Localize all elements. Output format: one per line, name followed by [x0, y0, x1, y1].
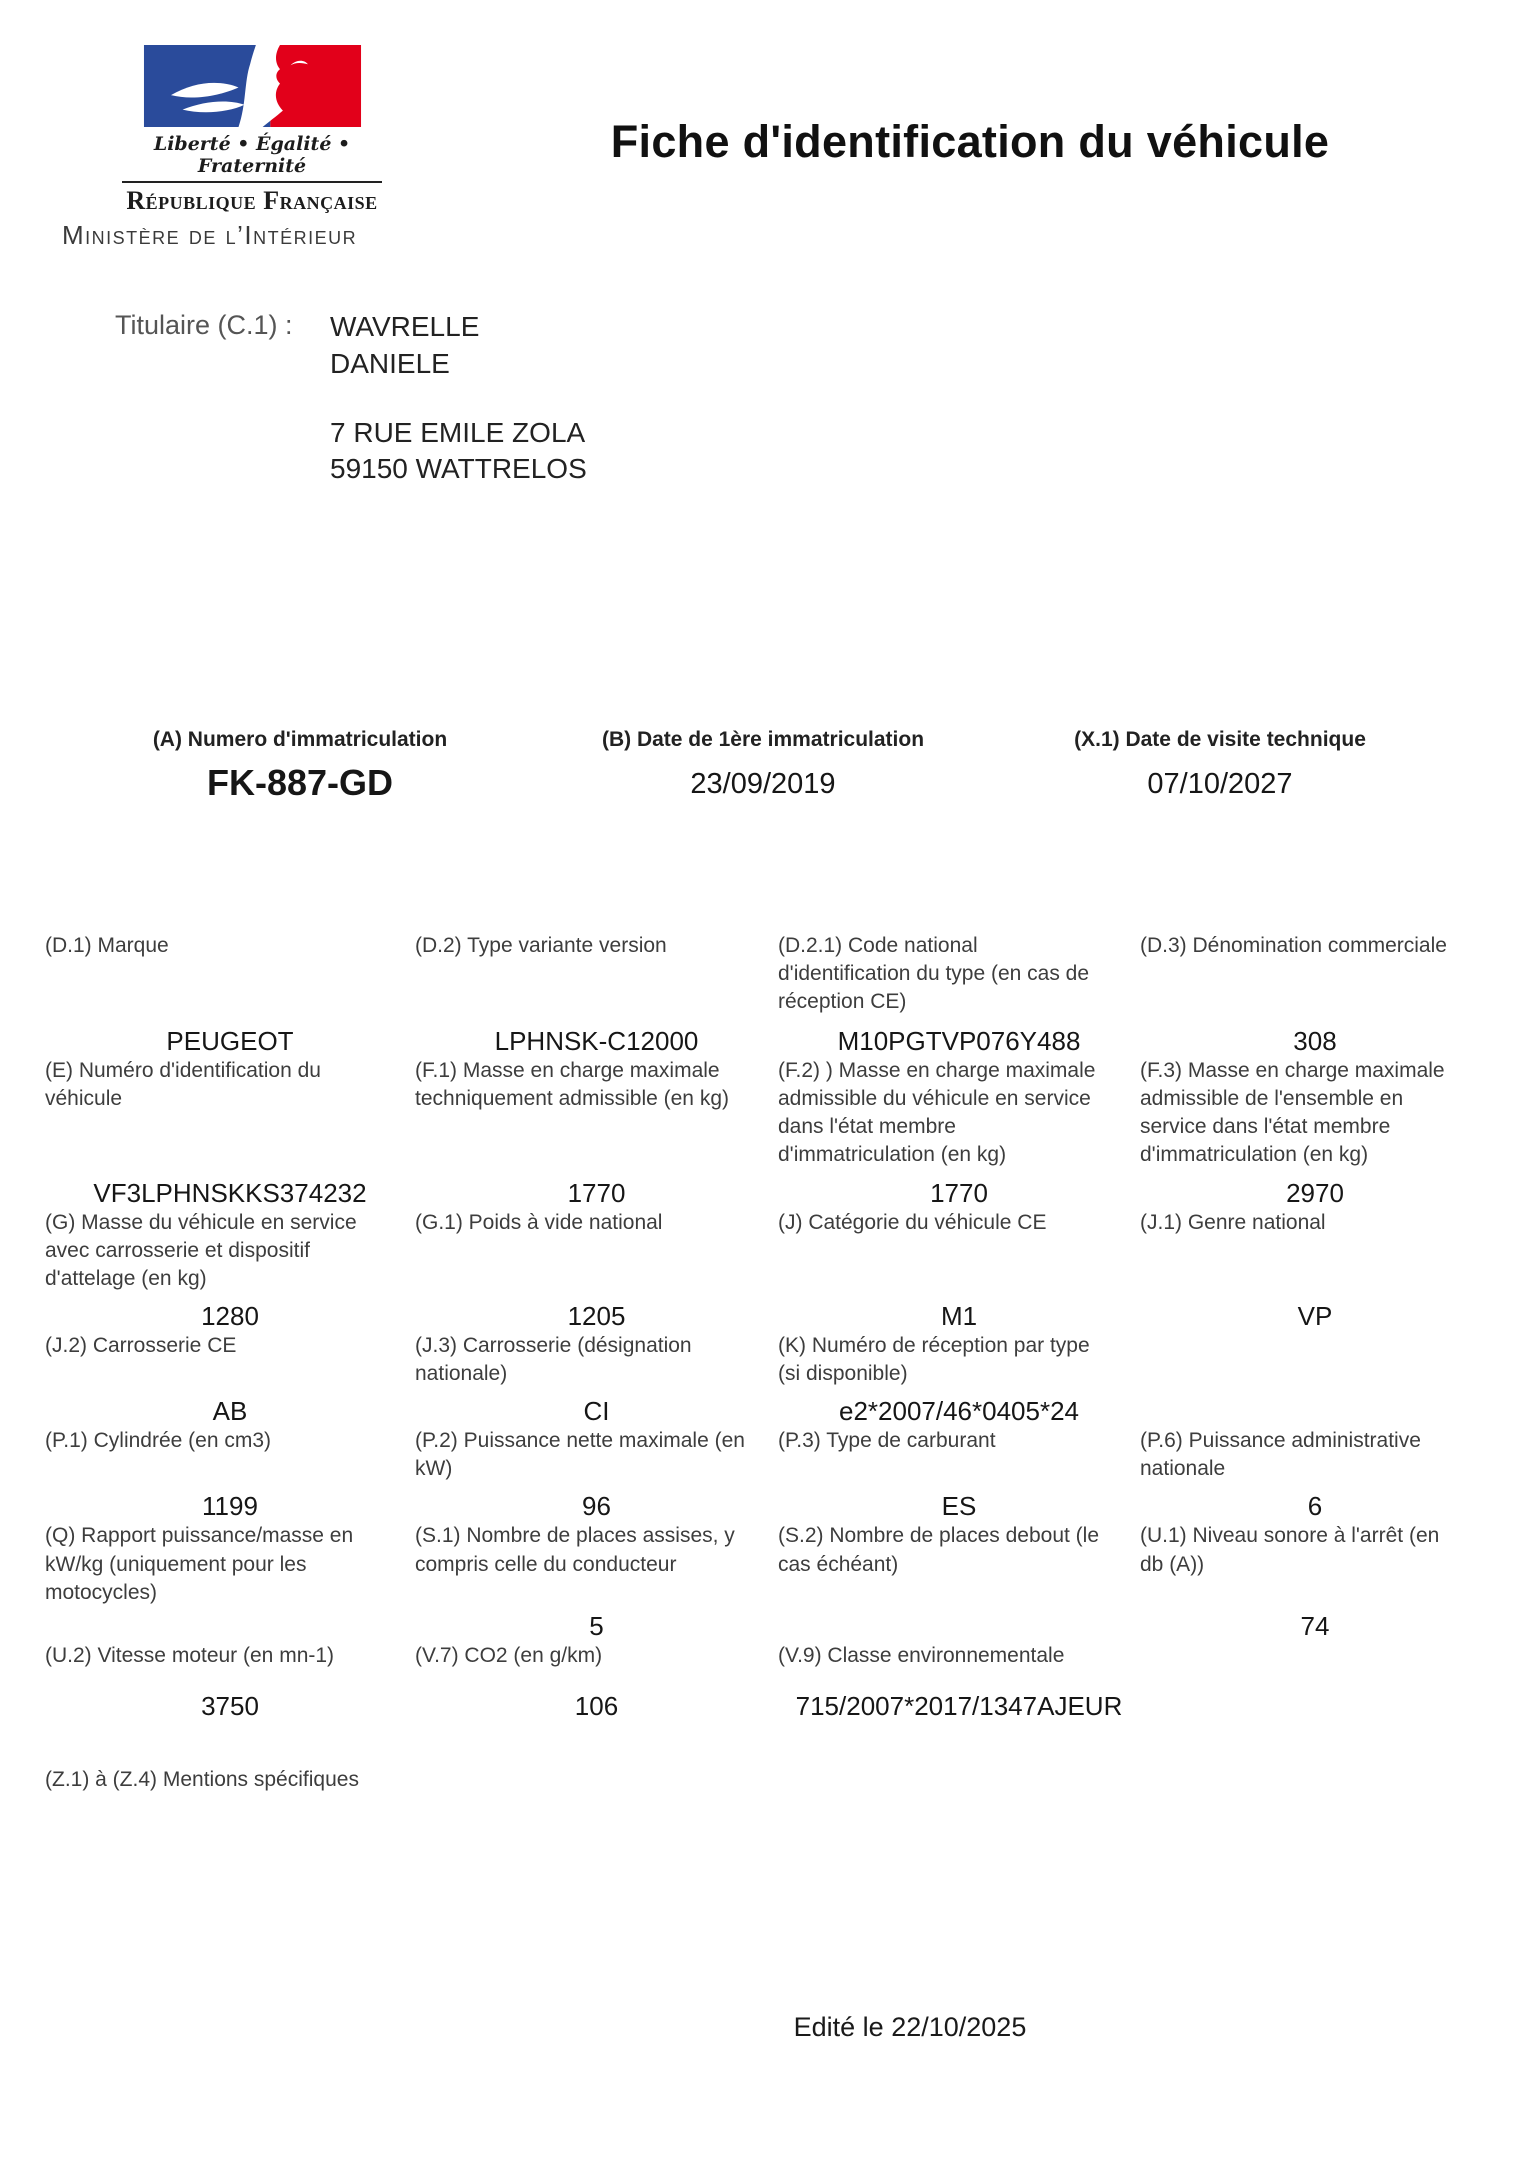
field-label: (P.3) Type de carburant [778, 1429, 996, 1453]
field-q [45, 1522, 415, 1642]
field-label: (G.1) Poids à vide national [415, 1210, 663, 1234]
field-v7 [415, 1642, 778, 1722]
field-f1 [415, 1057, 778, 1209]
field-label: (G) Masse du véhicule en service avec carrosserie et dispositif d'attelage (en kg) [45, 1210, 357, 1290]
technical-inspection-date-label: (X.1) Date de visite technique [1074, 728, 1366, 751]
field-label: (U.2) Vitesse moteur (en mn-1) [45, 1644, 335, 1668]
field-value: 1770 [930, 1177, 988, 1208]
field-label: (S.2) Nombre de places debout (le cas échéant) [778, 1524, 1099, 1576]
holder-address-line2: 59150 WATTRELOS [330, 453, 587, 484]
field-label: (P.2) Puissance nette maximale (en kW) [415, 1429, 745, 1481]
field-label: (F.2) ) Masse en charge maximale admissible du véhicule en service dans l'état membre d'immatriculation (en kg) [778, 1059, 1096, 1167]
logo-republic-text: République Française [126, 186, 378, 215]
registration-number-block [100, 728, 500, 804]
field-value: 96 [582, 1491, 611, 1522]
field-p6 [1140, 1427, 1490, 1522]
field-value: e2*2007/46*0405*24 [838, 1396, 1080, 1427]
field-label: (Q) Rapport puissance/masse en kW/kg (uniquement pour les motocycles) [45, 1524, 354, 1604]
field-label: (D.2) Type variante version [415, 934, 667, 957]
field-p1 [45, 1427, 415, 1522]
field-u2 [45, 1642, 415, 1722]
field-value [778, 1634, 1140, 1642]
field-g [45, 1209, 415, 1332]
field-label: (V.9) Classe environnementale [778, 1644, 1065, 1668]
holder-label: Titulaire (C.1) : [115, 310, 293, 340]
field-value: CI [583, 1396, 610, 1427]
field-label: (D.2.1) Code national d'identification du type (en cas de réception CE) [778, 934, 1090, 1014]
republique-francaise-logo [122, 45, 382, 216]
field-value: 2970 [1286, 1177, 1344, 1208]
field-label: (E) Numéro d'identification du véhicule [45, 1059, 321, 1111]
holder-name-line2: DANIELE [330, 348, 450, 379]
field-label: (J.2) Carrosserie CE [45, 1333, 237, 1357]
field-value: 1199 [202, 1491, 258, 1522]
field-value: 1770 [567, 1177, 626, 1208]
field-value: 308 [1293, 1026, 1337, 1056]
field-label: (V.7) CO2 (en g/km) [415, 1644, 603, 1668]
field-j3 [415, 1332, 778, 1427]
field-label: (J) Catégorie du véhicule CE [778, 1210, 1047, 1234]
field-value: 3750 [201, 1691, 259, 1722]
field-value: 1280 [201, 1300, 259, 1331]
field-f3 [1140, 1057, 1490, 1209]
field-j1 [1140, 1209, 1490, 1332]
technical-inspection-date-block [1020, 728, 1420, 801]
field-row [45, 1427, 1505, 1522]
field-row [45, 1642, 1505, 1722]
field-value [1140, 1419, 1490, 1427]
field-value [45, 1634, 415, 1642]
field-f2 [778, 1057, 1140, 1209]
field-value [1140, 1714, 1490, 1722]
vehicle-fields-grid [45, 932, 1505, 1722]
field-p2 [415, 1427, 778, 1522]
field-d21 [778, 932, 1140, 1057]
first-registration-date-block [563, 728, 963, 801]
field-value: 6 [1307, 1491, 1323, 1522]
specific-mentions-label: (Z.1) à (Z.4) Mentions spécifiques [45, 1768, 359, 1791]
field-label: (J.1) Genre national [1140, 1210, 1326, 1234]
field-value: 715/2007*2017/1347AJEUR [795, 1691, 1123, 1722]
logo-motto: Liberté • Égalité • Fraternité [122, 133, 382, 183]
field-label: (D.1) Marque [45, 934, 169, 957]
holder-name [330, 308, 479, 382]
field-row [45, 1522, 1505, 1642]
holder-address [330, 415, 587, 487]
field-value: ES [941, 1491, 977, 1522]
registration-number-label: (A) Numero d'immatriculation [152, 728, 448, 751]
holder-name-line1: WAVRELLE [330, 311, 480, 342]
field-value: VP [1297, 1300, 1333, 1331]
field-p3 [778, 1427, 1140, 1522]
field-value: PEUGEOT [166, 1026, 294, 1056]
technical-inspection-date-value: 07/10/2027 [1147, 768, 1293, 800]
field-value: 1205 [567, 1300, 626, 1331]
field-row [45, 1057, 1505, 1209]
field-value: LPHNSK-C12000 [494, 1026, 699, 1056]
field-d2 [415, 932, 778, 1057]
field-label: (D.3) Dénomination commerciale [1140, 934, 1447, 957]
first-registration-date-value: 23/09/2019 [690, 768, 836, 800]
field-row [45, 1332, 1505, 1427]
field-j [778, 1209, 1140, 1332]
field-value: 5 [589, 1611, 604, 1642]
page-title: Fiche d'identification du véhicule [610, 116, 1330, 167]
marianne-logo-icon [140, 45, 365, 127]
field-value: M10PGTVP076Y488 [837, 1026, 1081, 1056]
ministry-name: Ministère de l’Intérieur [62, 220, 358, 250]
field-label: (K) Numéro de réception par type (si disponible) [778, 1333, 1090, 1385]
field-value: M1 [940, 1300, 978, 1331]
field-g1 [415, 1209, 778, 1332]
field-v9 [778, 1642, 1140, 1722]
field-label: (P.6) Puissance administrative nationale [1140, 1429, 1421, 1481]
field-label: (P.1) Cylindrée (en cm3) [45, 1429, 272, 1453]
field-label: (U.1) Niveau sonore à l'arrêt (en db (A)) [1140, 1524, 1440, 1576]
field-s1 [415, 1522, 778, 1642]
field-d1 [45, 932, 415, 1057]
field-row [45, 1209, 1505, 1332]
field-u1 [1140, 1522, 1490, 1642]
field-s2 [778, 1522, 1140, 1642]
field-value: VF3LPHNSKKS374232 [93, 1177, 367, 1208]
field-j2 [45, 1332, 415, 1427]
field-label: (F.1) Masse en charge maximale techniquement admissible (en kg) [415, 1059, 729, 1111]
registration-number-value: FK-887-GD [206, 762, 394, 803]
field-label: (J.3) Carrosserie (désignation nationale) [415, 1333, 692, 1385]
field-value: AB [212, 1396, 248, 1427]
field-e [45, 1057, 415, 1209]
edition-date: Edité le 22/10/2025 [793, 2012, 1027, 2042]
field-value: 74 [1300, 1611, 1330, 1642]
field-empty [1140, 1332, 1490, 1427]
field-value: 106 [574, 1691, 619, 1722]
field-row [45, 932, 1505, 1057]
field-label: (S.1) Nombre de places assises, y compris celle du conducteur [415, 1524, 735, 1576]
field-d3 [1140, 932, 1490, 1057]
field-k [778, 1332, 1140, 1427]
first-registration-date-label: (B) Date de 1ère immatriculation [601, 728, 925, 751]
field-label: (F.3) Masse en charge maximale admissible de l'ensemble en service dans l'état membre d'immatriculation (en kg) [1140, 1059, 1445, 1167]
holder-address-line1: 7 RUE EMILE ZOLA [330, 417, 586, 448]
field-empty [1140, 1642, 1490, 1722]
